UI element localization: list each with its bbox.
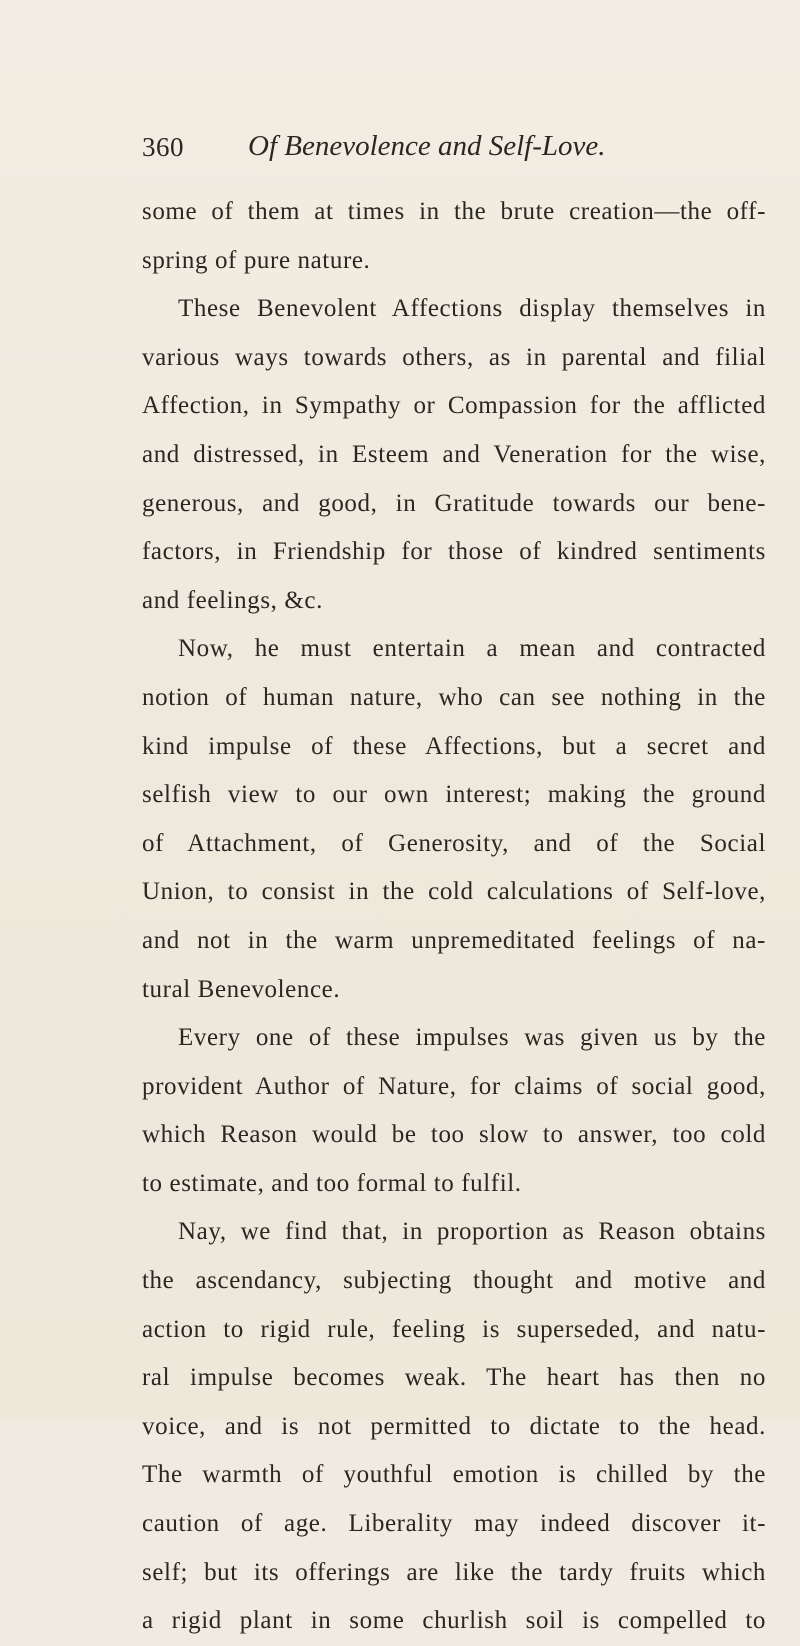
text-line: some of them at times in the brute creation—the off-	[142, 198, 766, 225]
paragraph-first-line: These Benevolent Affections display themselves in	[178, 295, 766, 323]
text-line: a rigid plant in some churlish soil is compelled to	[142, 1607, 766, 1635]
text-line: voice, and is not permitted to dictate to the head.	[142, 1412, 766, 1440]
text-line: notion of human nature, who can see nothing in the	[142, 683, 766, 711]
text-line: and distressed, in Esteem and Veneration for the wise,	[142, 440, 766, 468]
text-line: provident Author of Nature, for claims of social good,	[142, 1072, 766, 1100]
paragraph-first-line: Every one of these impulses was given us by the	[178, 1024, 766, 1052]
text-line: caution of age. Liberality may indeed discover it-	[142, 1510, 766, 1538]
text-line: The warmth of youthful emotion is chilled by the	[142, 1461, 766, 1489]
paragraph-first-line: Now, he must entertain a mean and contracted	[178, 635, 766, 663]
text-line: tural Benevolence.	[142, 975, 341, 1003]
text-line: the ascendancy, subjecting thought and motive and	[142, 1267, 766, 1295]
text-line: various ways towards others, as in parental and filial	[142, 343, 766, 371]
running-title: Of Benevolence and Self-Love.	[248, 130, 606, 162]
text-line: factors, in Friendship for those of kindred sentiments	[142, 538, 766, 566]
text-line: to estimate, and too formal to fulfil.	[142, 1169, 522, 1197]
text-line: Affection, in Sympathy or Compassion for the afflicted	[142, 392, 766, 420]
text-line: and feelings, &c.	[142, 586, 323, 614]
text-line: kind impulse of these Affections, but a secret and	[142, 732, 766, 760]
text-line: selfish view to our own interest; making the ground	[142, 781, 766, 809]
text-line: and not in the warm unpremeditated feelings of na-	[142, 926, 766, 954]
text-line: ral impulse becomes weak. The heart has then no	[142, 1364, 766, 1392]
text-line: generous, and good, in Gratitude towards our bene-	[142, 489, 766, 517]
body-text	[142, 188, 766, 1646]
paragraph-first-line: Nay, we find that, in proportion as Reason obtains	[178, 1218, 766, 1246]
page-header	[142, 132, 762, 172]
text-line: of Attachment, of Generosity, and of the Social	[142, 829, 766, 857]
text-line: self; but its offerings are like the tardy fruits which	[142, 1558, 766, 1586]
text-line: action to rigid rule, feeling is superseded, and natu-	[142, 1315, 766, 1343]
text-line: spring of pure nature.	[142, 246, 371, 274]
text-line: which Reason would be too slow to answer, too cold	[142, 1121, 766, 1149]
text-line: Union, to consist in the cold calculations of Self-love,	[142, 878, 766, 906]
page-number: 360	[142, 132, 184, 162]
